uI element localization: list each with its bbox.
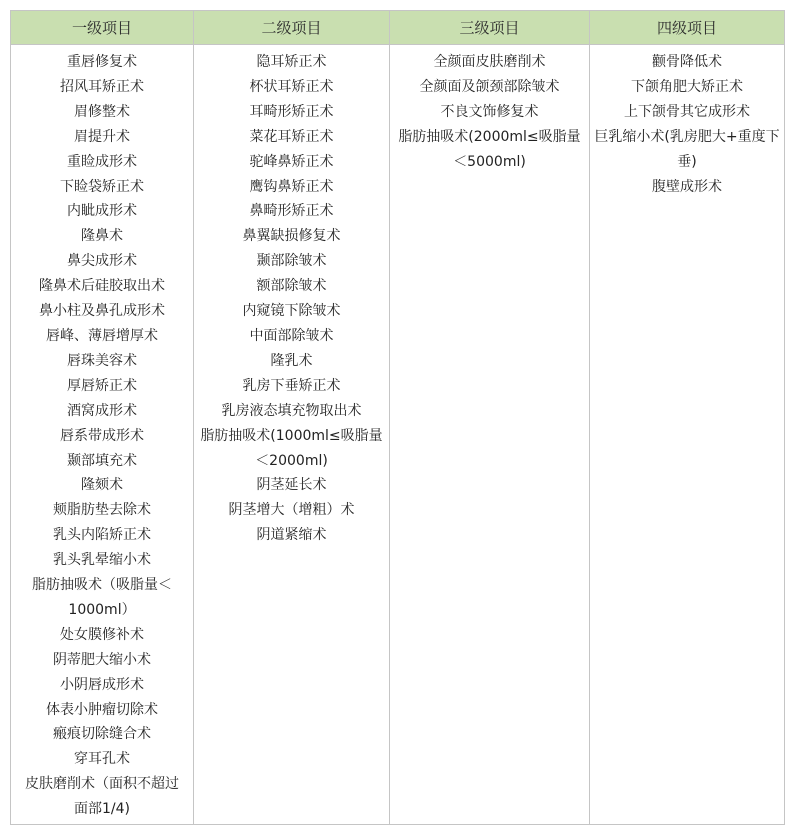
list-item: 阴茎增大（增粗）术: [228, 502, 355, 519]
list-item: 菜花耳矫正术: [249, 128, 334, 145]
table-header: [11, 11, 784, 45]
list-item: 穿耳孔术: [74, 751, 130, 768]
list-item: 鼻畸形矫正术: [249, 203, 334, 220]
list-item: 杯状耳矫正术: [249, 78, 334, 95]
table-body: [11, 45, 784, 824]
list-item: 乳头内陷矫正术: [53, 527, 151, 544]
header-level-4: 四级项目: [656, 19, 717, 37]
list-item: 重睑成形术: [67, 153, 137, 170]
list-item: 鼻翼缺损修复术: [242, 228, 341, 245]
list-item: 鼻小柱及鼻孔成形术: [39, 303, 165, 320]
list-item: 乳房下垂矫正术: [242, 377, 341, 394]
list-item: 眉提升术: [74, 128, 130, 145]
list-item: 下睑袋矫正术: [60, 178, 144, 195]
list-item: 阴道紧缩术: [256, 527, 327, 544]
list-item: 内眦成形术: [67, 203, 137, 220]
list-item: 重唇修复术: [67, 54, 137, 70]
list-item: 额部除皱术: [256, 278, 327, 295]
list-item: 体表小肿瘤切除术: [46, 701, 158, 718]
list-item: 不良文饰修复术: [440, 103, 539, 120]
list-item: 隐耳矫正术: [256, 54, 327, 70]
list-item: 全颜面及颌颈部除皱术: [419, 78, 560, 95]
list-item: 隆颏术: [81, 477, 123, 494]
surgery-level-table: [10, 10, 785, 825]
list-item: 唇系带成形术: [60, 427, 144, 444]
column-level-4: [590, 45, 784, 824]
column-level-2: [194, 45, 390, 824]
list-item: 中面部除皱术: [249, 327, 334, 344]
list-item: 乳房液态填充物取出术: [221, 402, 362, 419]
list-item: 下颌角肥大矫正术: [631, 78, 743, 95]
list-item: 颧骨降低术: [652, 54, 722, 70]
list-item: 耳畸形矫正术: [249, 103, 334, 120]
list-item: 鹰钩鼻矫正术: [249, 178, 334, 195]
column-level-1: [11, 45, 194, 824]
list-item: 酒窝成形术: [67, 402, 137, 419]
list-item: 全颜面皮肤磨削术: [433, 54, 546, 70]
list-item: 上下颌骨其它成形术: [624, 103, 750, 120]
list-item: 乳头乳晕缩小术: [53, 552, 151, 569]
list-item: 隆乳术: [270, 352, 313, 369]
list-item: 腹壁成形术: [652, 178, 722, 195]
list-item: 招风耳矫正术: [60, 78, 144, 95]
list-item: 小阴唇成形术: [60, 676, 144, 693]
list-item: 颞部填充术: [67, 452, 137, 469]
list-item: 隆鼻术: [81, 228, 123, 245]
list-item: 脂肪抽吸术(1000ml≤吸脂量＜2000ml): [200, 427, 383, 469]
list-item: 脂肪抽吸术(2000ml≤吸脂量＜5000ml): [398, 128, 581, 170]
list-item: 驼峰鼻矫正术: [249, 153, 334, 170]
list-item: 鼻尖成形术: [67, 253, 137, 270]
list-item: 厚唇矫正术: [67, 377, 137, 394]
list-item: 阴蒂肥大缩小术: [53, 651, 151, 668]
list-item: 处女膜修补术: [60, 626, 144, 643]
list-item: 唇珠美容术: [67, 352, 137, 369]
list-item: 颞部除皱术: [256, 253, 327, 270]
column-level-3: [390, 45, 590, 824]
list-item: 阴茎延长术: [256, 477, 327, 494]
list-item: 内窥镜下除皱术: [242, 303, 341, 320]
header-level-2: 二级项目: [194, 11, 390, 44]
list-item: 唇峰、薄唇增厚术: [46, 327, 158, 344]
list-item: 颊脂肪垫去除术: [53, 502, 151, 519]
header-level-3: 三级项目: [390, 11, 590, 44]
list-item: 巨乳缩小术(乳房肥大+重度下垂): [594, 128, 780, 170]
list-item: 瘢痕切除缝合术: [53, 726, 151, 743]
list-item: 隆鼻术后硅胶取出术: [39, 278, 165, 295]
list-item: 眉修整术: [74, 103, 130, 120]
list-item: 皮肤磨削术（面积不超过面部1/4): [25, 776, 179, 818]
list-item: 脂肪抽吸术（吸脂量＜1000ml）: [32, 577, 172, 618]
header-level-1: 一级项目: [11, 11, 194, 44]
